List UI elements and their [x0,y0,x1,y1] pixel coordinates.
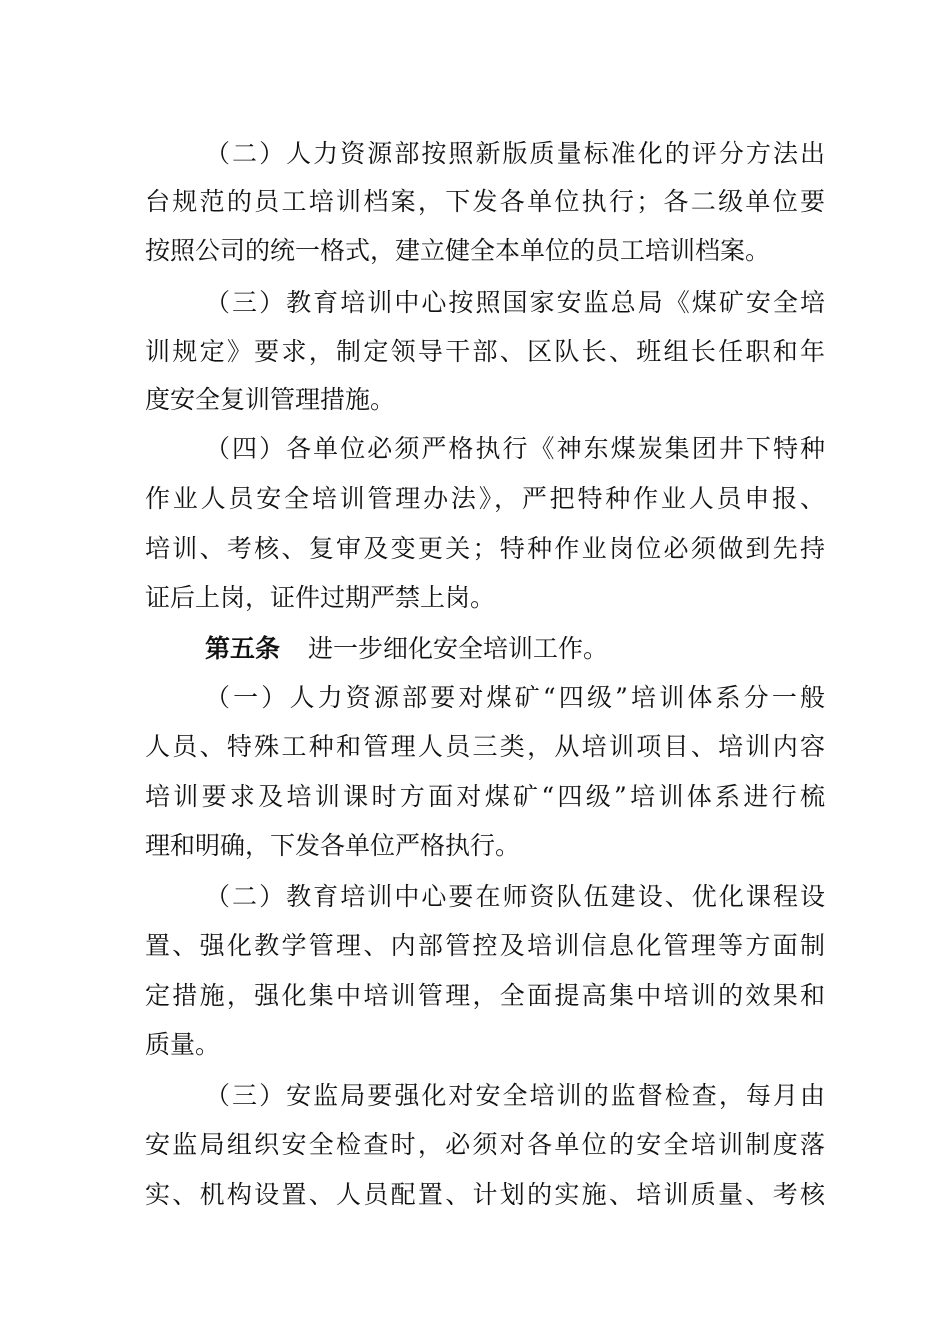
paragraph-line: （三）教育培训中心按照国家安监总局《煤矿安全培 [205,288,825,317]
paragraph-line: 置、强化教学管理、内部管控及培训信息化管理等方面制 [145,931,825,960]
paragraph-line: （四）各单位必须严格执行《神东煤炭集团井下特种 [205,434,825,463]
paragraph-line: （三）安监局要强化对安全培训的监督检查，每月由 [205,1081,825,1110]
paragraph-line: 台规范的员工培训档案，下发各单位执行；各二级单位要 [145,187,825,216]
paragraph-line: 训规定》要求，制定领导干部、区队长、班组长任职和年 [145,337,825,366]
article-heading-line [205,629,825,669]
paragraph-line: 质量。 [145,1030,221,1059]
article-title: 进一步细化安全培训工作。 [308,634,609,663]
paragraph-line: 培训、考核、复审及变更关；特种作业岗位必须做到先持 [145,534,825,563]
article-number: 第五条 [205,634,281,663]
paragraph-line: 度安全复训管理措施。 [145,385,396,414]
paragraph-line: 培训要求及培训课时方面对煤矿“四级”培训体系进行梳 [145,782,825,811]
paragraph-line: 安监局组织安全检查时，必须对各单位的安全培训制度落 [145,1130,825,1159]
paragraph-line: 实、机构设置、人员配置、计划的实施、培训质量、考核 [145,1180,825,1209]
paragraph-line: （一）人力资源部要对煤矿“四级”培训体系分一般 [205,683,825,712]
paragraph-line: 按照公司的统一格式，建立健全本单位的员工培训档案。 [145,236,771,265]
paragraph-line: 理和明确，下发各单位严格执行。 [145,831,521,860]
paragraph-line: 人员、特殊工种和管理人员三类，从培训项目、培训内容 [145,732,825,761]
paragraph-line: 证后上岗，证件过期严禁上岗。 [145,583,496,612]
paragraph-line: （二）人力资源部按照新版质量标准化的评分方法出 [205,139,825,168]
paragraph-line: 作业人员安全培训管理办法》，严把特种作业人员申报、 [145,484,825,513]
paragraph-line: （二）教育培训中心要在师资队伍建设、优化课程设 [205,882,825,911]
paragraph-line: 定措施，强化集中培训管理，全面提高集中培训的效果和 [145,981,825,1010]
